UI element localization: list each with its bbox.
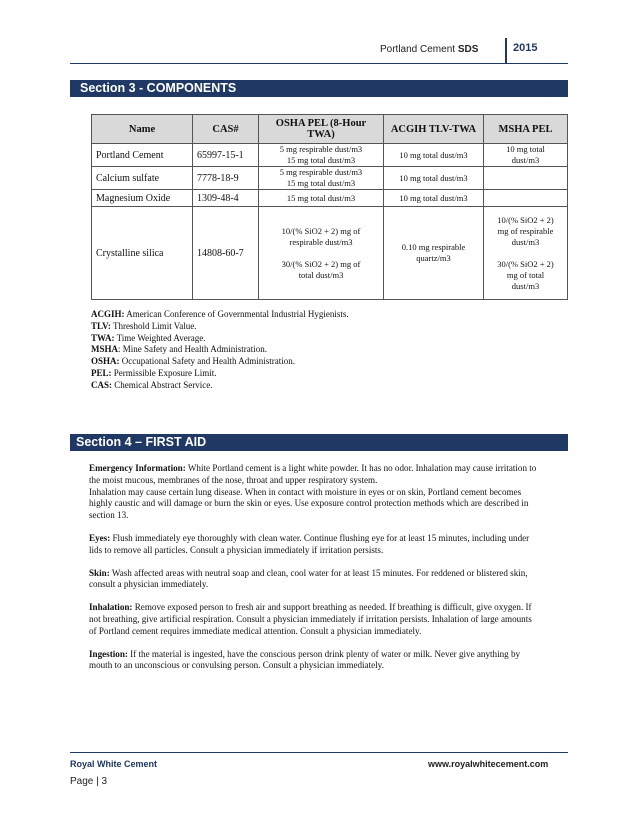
- section-4-heading: Section 4 – FIRST AID: [70, 434, 568, 451]
- abbr-item: MSHA: Mine Safety and Health Administration.: [91, 344, 267, 355]
- table-row: [92, 190, 568, 207]
- footer-company: Royal White Cement: [70, 759, 158, 769]
- doc-suffix: SDS: [457, 44, 479, 55]
- cell-cas: 1309-48-4: [193, 190, 259, 207]
- footer-rule: [70, 752, 568, 753]
- col-header-name: Name: [92, 115, 193, 144]
- cell-acgih: 10 mg total dust/m3: [384, 167, 484, 190]
- table-header-row: [92, 115, 568, 144]
- first-aid-eyes: Eyes: Flush immediately eye thoroughly with clean water. Continue flushing eye for at least 15 minutes, including under lids to remove all particles. Consult a physician immediately if irritation persists.: [89, 532, 530, 555]
- cell-msha: [484, 167, 568, 190]
- table-row: [92, 207, 568, 300]
- abbr-item: ACGIH: American Conference of Governmental Industrial Hygienists.: [91, 309, 349, 319]
- cell-osha: 5 mg respirable dust/m3 15 mg total dust/m3: [259, 167, 384, 190]
- col-header-msha: MSHA PEL: [484, 115, 568, 144]
- doc-title: Portland Cement: [380, 44, 456, 55]
- footer-website: www.royalwhitecement.com: [428, 759, 549, 769]
- first-aid-skin: Skin: Wash affected areas with neutral soap and clean, cool water for at least 15 minutes. For reddened or blistered skin, consult a physician immediately.: [89, 567, 528, 590]
- table-row: [92, 144, 568, 167]
- col-header-cas: CAS#: [193, 115, 259, 144]
- cell-msha: 10 mg total dust/m3: [484, 144, 568, 167]
- cell-cas: 65997-15-1: [193, 144, 259, 167]
- header-year: 2015: [513, 42, 538, 54]
- table-row: [92, 167, 568, 190]
- abbr-item: OSHA: Occupational Safety and Health Administration. PEL: Permissible Exposure Limit.: [91, 356, 295, 378]
- cell-name: Magnesium Oxide: [92, 190, 193, 207]
- cell-name: Portland Cement: [92, 144, 193, 167]
- cell-msha: 10/(% SiO2 + 2) mg of respirable dust/m3 30/(% SiO2 + 2) mg of total dust/m3: [484, 207, 568, 300]
- header-rule: [70, 63, 568, 64]
- abbr-item: CAS: Chemical Abstract Service.: [91, 379, 213, 390]
- page-number: Page | 3: [70, 776, 108, 787]
- cell-name: Calcium sulfate: [92, 167, 193, 190]
- cell-osha: 15 mg total dust/m3: [259, 190, 384, 207]
- cell-cas: 7778-18-9: [193, 167, 259, 190]
- components-table: [91, 114, 568, 300]
- document-header-title: [380, 44, 478, 55]
- abbr-item: TWA: Time Weighted Average.: [91, 332, 206, 343]
- cell-cas: 14808-60-7: [193, 207, 259, 300]
- header-divider: [505, 38, 507, 64]
- first-aid-emergency: Emergency Information: White Portland cement is a light white powder. It has no odor. Inhalation may cause irritation to the moist mucous, membranes of the nose, throat and upper respiratory system. Inhalation may cause certain lung disease. When in contact with moisture in eyes or on skin, Portland cement becomes highly caustic and will damage or burn the skin or eyes. Use exposure control protection methods which are described in section 13.: [89, 463, 537, 521]
- col-header-osha: OSHA PEL (8-Hour TWA): [259, 115, 384, 144]
- section-3-heading: Section 3 - COMPONENTS: [70, 80, 568, 97]
- cell-acgih: 10 mg total dust/m3: [384, 190, 484, 207]
- abbreviations-list: [91, 309, 391, 392]
- cell-name: Crystalline silica: [92, 207, 193, 300]
- cell-osha: 5 mg respirable dust/m3 15 mg total dust/m3: [259, 144, 384, 167]
- cell-acgih: 0.10 mg respirable quartz/m3: [384, 207, 484, 300]
- cell-osha: 10/(% SiO2 + 2) mg of respirable dust/m3 30/(% SiO2 + 2) mg of total dust/m3: [259, 207, 384, 300]
- abbr-item: TLV: Threshold Limit Value.: [91, 320, 197, 331]
- cell-acgih: 10 mg total dust/m3: [384, 144, 484, 167]
- first-aid-inhalation: Inhalation: Remove exposed person to fresh air and support breathing as needed. If breathing is difficult, give oxygen. If not breathing, give artificial respiration. Consult a physician immediately if irritation persists. Inhalation of large amounts of Portland cement requires immediate medical attention. Consult a physician immediately.: [89, 602, 532, 636]
- first-aid-ingestion: Ingestion: If the material is ingested, have the conscious person drink plenty of water or milk. Never give anything by mouth to an unconscious or convulsing person. Consult a physician immediately.: [89, 648, 521, 671]
- col-header-acgih: ACGIH TLV-TWA: [384, 115, 484, 144]
- first-aid-content: [89, 463, 539, 683]
- cell-msha: [484, 190, 568, 207]
